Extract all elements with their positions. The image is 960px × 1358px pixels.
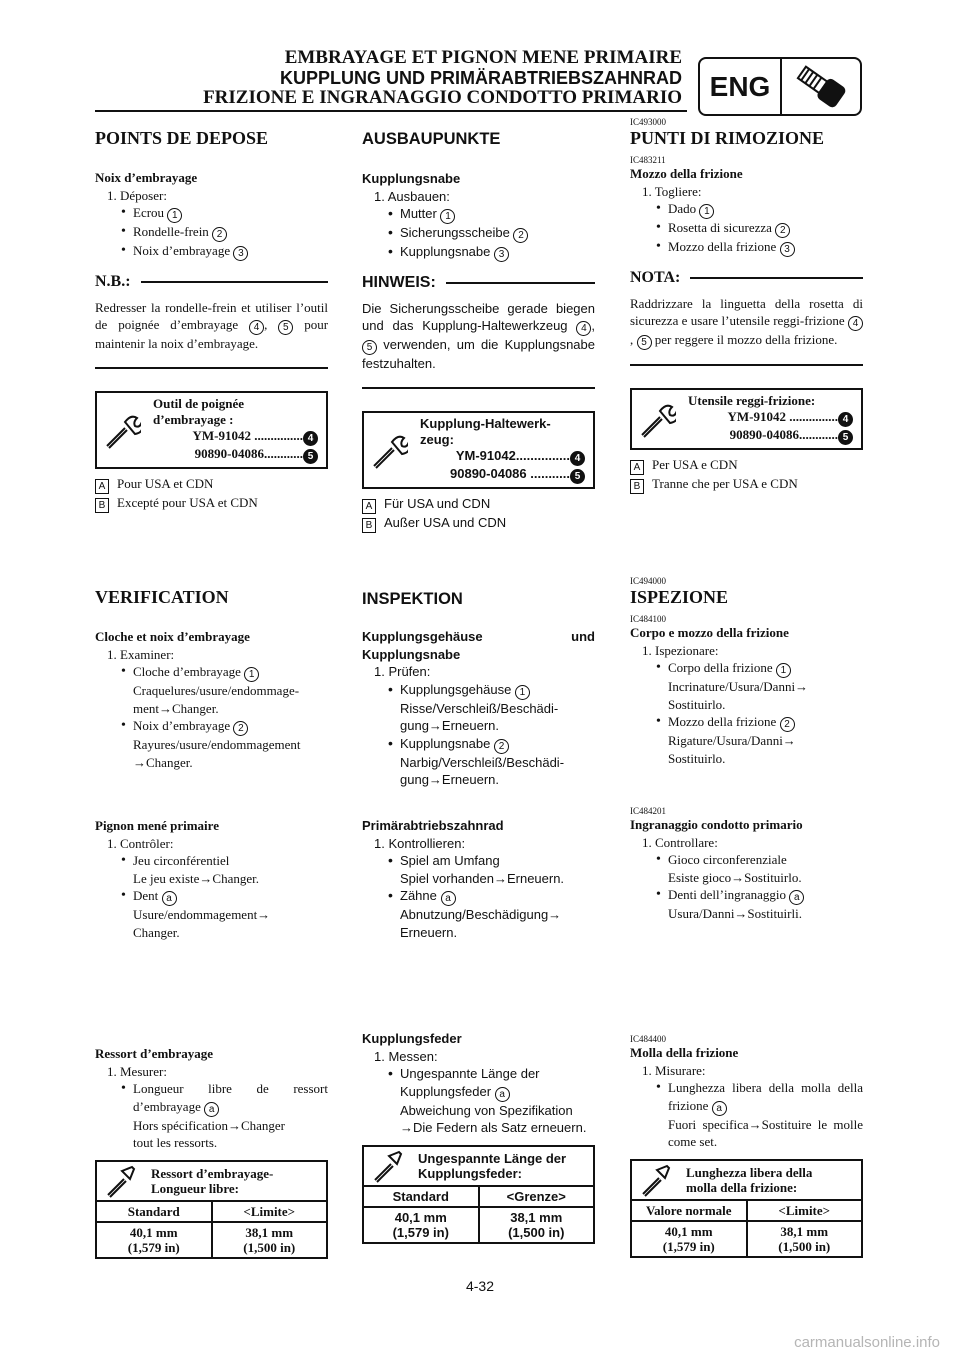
list-item: • Dent a: [95, 887, 328, 906]
measure-icon: [632, 1161, 680, 1199]
callout-2: 2: [212, 227, 227, 242]
column-fr-gear: Pignon mené primaire 1. Contrôler: • Jeu circonférentiel Le jeu existe→Changer. • Dent a Usure/endommagement→ Changer.: [95, 817, 328, 941]
engine-icon: [780, 59, 860, 114]
column-de-spring: Kupplungsfeder 1. Messen: • Ungespannte Länge der Kupplungsfeder a Abweichung von Spezifikation →Die Federn als Satz erneuern. Ungespannte Länge der Kupplungsfeder: Standard <Grenze> 40,1 mm (1,579 in) 38,1 mm (1,500 in): [362, 1030, 595, 1244]
watermark: carmanualsonline.info: [794, 1334, 940, 1351]
legend-b: B Excepté pour USA et CDN: [95, 494, 328, 513]
list-item: • Rondelle-frein 2: [95, 223, 328, 242]
section-badge: [698, 57, 862, 116]
list-item: • Rosetta di sicurezza 2: [630, 219, 863, 238]
list-item: • Kupplungsnabe 2: [362, 735, 595, 754]
column-it-gear: IC484201 Ingranaggio condotto primario 1. Controllare: • Gioco circonferenziale Esiste gioco→Sostituirlo. • Denti dell’ingranaggio a Usura/Danni→Sostituirli.: [630, 806, 863, 923]
measure-icon: [97, 1162, 145, 1200]
column-it: IC493000 PUNTI DI RIMOZIONE IC483211 Mozzo della frizione 1. Togliere: • Dado 1 • Rosetta di sicurezza 2 • Mozzo della frizione 3 NOTA: Raddrizzare la linguetta della rosetta di sicurezza e usare l’utensile reggi-frizione 4, 5 per reggere il mozzo della frizione. Utensile reggi-frizione: YM-91042 ............... 4 90890-04086............ 5 A Per USA e CDN B Tranne che per USA e CDN: [630, 117, 863, 494]
list-item: • Corpo della frizione 1: [630, 659, 863, 678]
note-heading: N.B.:: [95, 273, 328, 291]
column-de: AUSBAUPUNKTE Kupplungsnabe 1. Ausbauen: • Mutter 1 • Sicherungsscheibe 2 • Kupplungsnabe 3 HINWEIS: Die Sicherungsscheibe gerade biegen und das Kupplung-Haltewerkzeug 4 , 5 verwenden, um die Kupplungsnabe festzuhalten. Kupplung-Haltewerk- zeug: YM-91042............... 4 90890-04086 ........... 5 A Für USA und CDN B Außer USA und CDN: [362, 128, 595, 533]
tool-box: Utensile reggi-frizione: YM-91042 ............... 4 90890-04086............ 5: [630, 388, 863, 450]
tool-icon: [97, 393, 147, 467]
list-item: • Ungespannte Länge der Kupplungsfeder a: [362, 1065, 595, 1102]
section-badge-label: ENG: [709, 70, 771, 102]
spec-box: Lunghezza libera della molla della frizione: Valore normale <Limite> 40,1 mm (1,579 in) 38,1 mm (1,500 in): [630, 1159, 863, 1258]
column-de-inspection: INSPEKTION Kupplungsgehäuse und Kupplungsnabe 1. Prüfen: • Kupplungsgehäuse 1 Risse/Verschleiß/Beschädi- gung→Erneuern. • Kupplungsnabe 2 Narbig/Verschleiß/Beschädi- gung→Erneuern.: [362, 588, 595, 789]
legend-a: A Für USA und CDN: [362, 495, 595, 514]
page-header: [90, 48, 682, 108]
page-number: 4-32: [465, 1278, 495, 1294]
measure-icon: [364, 1147, 412, 1185]
spec-table: Standard <Limite> 40,1 mm (1,579 in) 38,1 mm (1,500 in): [97, 1202, 326, 1257]
list-item: • Noix d’embrayage 2: [95, 717, 328, 736]
section-title: AUSBAUPUNKTE: [362, 130, 501, 148]
ref-code: IC493000: [630, 117, 666, 127]
list-item: • Mozzo della frizione 3: [630, 238, 863, 257]
tool-box: Kupplung-Haltewerk- zeug: YM-91042............... 4 90890-04086 ........... 5: [362, 411, 595, 489]
tool-box: Outil de poignée d’embrayage : YM-91042 ............... 4 90890-04086............ 5: [95, 391, 328, 469]
legend-a: A Pour USA et CDN: [95, 475, 328, 494]
subsection-title: Ressort d’embrayage: [95, 1046, 214, 1061]
list-item: • Denti dell’ingranaggio a: [630, 886, 863, 905]
header-title-de: KUPPLUNG UND PRIMÄRABTRIEBSZAHNRAD: [280, 68, 682, 88]
part-number: YM-91042 ............... 4: [153, 428, 318, 446]
spec-box: Ungespannte Länge der Kupplungsfeder: Standard <Grenze> 40,1 mm (1,579 in) 38,1 mm (1,500 in): [362, 1145, 595, 1244]
section-title: VERIFICATION: [95, 587, 229, 607]
note-text: Raddrizzare la linguetta della rosetta di sicurezza e usare l’utensile reggi-frizione 4, 5 per reggere il mozzo della frizione.: [630, 295, 863, 348]
list-item: • Cloche d’embrayage 1: [95, 663, 328, 682]
tool-icon: [364, 413, 414, 487]
subsection-title: Pignon mené primaire: [95, 818, 219, 833]
list-item: • Gioco circonferenziale: [630, 851, 863, 869]
note-heading: HINWEIS:: [362, 274, 595, 292]
column-it-spring: IC484400 Molla della frizione 1. Misurare: • Lunghezza libera della molla della frizione a Fuori specifica→Sostituire le molle come set. Lunghezza libera della molla della frizione: Valore normale <Limite> 40,1 mm (1,579 in) 38,1 mm (1,500 in): [630, 1034, 863, 1258]
header-title-it: FRIZIONE E INGRANAGGIO CONDOTTO PRIMARIO: [203, 87, 682, 108]
part-number: 90890-04086............ 5: [153, 446, 318, 464]
list-item: • Mozzo della frizione 2: [630, 713, 863, 732]
spec-table: Valore normale <Limite> 40,1 mm (1,579 in) 38,1 mm (1,500 in): [632, 1201, 861, 1256]
callout-3: 3: [233, 246, 248, 261]
list-item: • Longueur libre de ressort d’embrayage a: [95, 1080, 328, 1117]
header-title-fr: EMBRAYAGE ET PIGNON MENE PRIMAIRE: [284, 47, 682, 68]
column-de-gear: Primärabtriebszahnrad 1. Kontrollieren: • Spiel am Umfang Spiel vorhanden→Erneuern. • Zähne a Abnutzung/Beschädigung→ Erneuern.: [362, 817, 595, 941]
legend-a: A Per USA e CDN: [630, 456, 863, 475]
column-it-inspection: IC494000 ISPEZIONE IC484100 Corpo e mozzo della frizione 1. Ispezionare: • Corpo della frizione 1 Incrinature/Usura/Danni→ Sostituirlo. • Mozzo della frizione 2 Rigature/Usura/Danni→ Sostituirlo.: [630, 576, 863, 767]
list-item: • Sicherungsscheibe 2: [362, 224, 595, 243]
column-fr-spring: Ressort d’embrayage 1. Mesurer: • Longueur libre de ressort d’embrayage a Hors spécification→Changer tout les ressorts. Ressort d’embrayage- Longueur libre: Standard <Limite> 40,1 mm (1,579 in) 38,1 mm (1,500 in): [95, 1045, 328, 1259]
part-number: YM-91042............... 4: [420, 448, 585, 466]
part-number: 90890-04086 ........... 5: [420, 466, 585, 484]
step-label: 1. Déposer:: [107, 187, 167, 203]
legend-b: B Außer USA und CDN: [362, 514, 595, 533]
spec-table: Standard <Grenze> 40,1 mm (1,579 in) 38,1 mm (1,500 in): [364, 1187, 593, 1242]
part-number: 90890-04086............ 5: [688, 427, 853, 445]
note-text: Redresser la rondelle-frein et utiliser l’outil de poignée d’embrayage 4 , 5 pour maintenir la noix d’embrayage.: [95, 299, 329, 351]
note-heading: NOTA:: [630, 269, 863, 287]
legend-b: B Tranne che per USA e CDN: [630, 475, 863, 494]
spec-box: Ressort d’embrayage- Longueur libre: Standard <Limite> 40,1 mm (1,579 in) 38,1 mm (1,500 in): [95, 1160, 328, 1259]
list-item: • Mutter 1: [362, 205, 595, 224]
list-item: • Jeu circonférentiel: [95, 852, 328, 870]
note-text: Die Sicherungsscheibe gerade biegen und das Kupplung-Haltewerkzeug 4 , 5 verwenden, um die Kupplungsnabe festzuhalten.: [362, 300, 595, 371]
column-fr-inspection: VERIFICATION Cloche et noix d’embrayage 1. Examiner: • Cloche d’embrayage 1 Craquelures/usure/endommage- ment→Changer. • Noix d’embrayage 2 Rayures/usure/endommagement →Changer.: [95, 586, 328, 771]
tool-icon: [632, 390, 682, 448]
part-number: YM-91042 ............... 4: [688, 409, 853, 427]
list-item: • Spiel am Umfang: [362, 852, 595, 870]
subsection-title: Noix d’embrayage: [95, 170, 198, 185]
column-fr: [95, 127, 328, 513]
list-item: • Zähne a: [362, 887, 595, 906]
list-item: • Ecrou 1: [95, 204, 328, 223]
section-title: POINTS DE DEPOSE: [95, 128, 269, 148]
list-item: • Dado 1: [630, 200, 863, 219]
list-item: • Kupplungsgehäuse 1: [362, 681, 595, 700]
list-item: • Lunghezza libera della molla della frizione a: [630, 1079, 863, 1116]
callout-1: 1: [167, 208, 182, 223]
subsection-title: Cloche et noix d’embrayage: [95, 629, 250, 644]
header-rule: [95, 110, 687, 112]
list-item: • Kupplungsnabe 3: [362, 243, 595, 262]
list-item: • Noix d’embrayage 3: [95, 242, 328, 261]
